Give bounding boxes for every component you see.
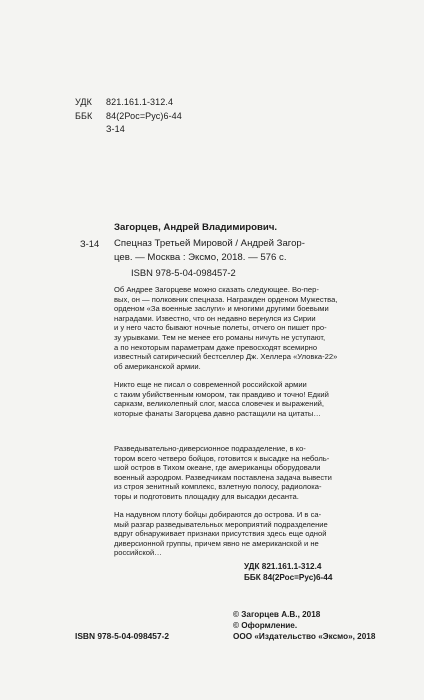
annotation-paragraph-1 bbox=[114, 285, 362, 371]
bottom-isbn: ISBN 978-5-04-098457-2 bbox=[75, 631, 170, 641]
text-line: сарказм, великолепный слог, масса словечек и выражений, bbox=[114, 399, 325, 409]
card-desc-line: Спецназ Третьей Мировой / Андрей Загор- bbox=[114, 238, 305, 249]
text-line: которые фанаты Загорцева давно растащили на цитаты… bbox=[114, 408, 321, 418]
card-desc-line: цев. — Москва : Эксмо, 2018. — 576 с. bbox=[114, 252, 287, 263]
annotation-paragraph-4 bbox=[114, 510, 362, 558]
text-line: тором всего четверо бойцов, готовится к высадке на неболь- bbox=[114, 453, 330, 463]
text-line: российской… bbox=[114, 548, 162, 558]
udk-label: УДК bbox=[75, 97, 92, 107]
bbk-row bbox=[75, 110, 182, 124]
bbk-value: 84(2Рос=Рус)6-44 bbox=[106, 110, 182, 121]
text-line: и у него часто бывают ночные полеты, отчего он пишет про- bbox=[114, 323, 327, 333]
card-description bbox=[114, 237, 346, 265]
text-line: наградами. Известно, что он недавно вернулся из Сирии bbox=[114, 313, 316, 323]
copyright-author: © Загорцев А.В., 2018 bbox=[233, 610, 321, 619]
text-line: об американской армии. bbox=[114, 361, 201, 371]
annotation-paragraph-2 bbox=[114, 380, 362, 418]
bbk-label: ББК bbox=[75, 110, 93, 121]
text-line: а по некоторым параметрам даже превосходят всемирно bbox=[114, 342, 318, 352]
card-author: Загорцев, Андрей Владимирович. bbox=[114, 222, 278, 233]
bottom-udk: УДК 821.161.1-312.4 bbox=[244, 562, 322, 571]
text-line: орденом «За военные заслуги» и многими другими боевыми bbox=[114, 304, 329, 314]
author-mark-row bbox=[75, 123, 182, 137]
text-line: военный аэродром. Разведчикам поставлена задача вывести bbox=[114, 472, 332, 482]
text-line: с таким убийственным юмором, так правдиво и точно! Едкий bbox=[114, 389, 329, 399]
udk-row bbox=[75, 96, 182, 110]
text-line: Разведывательно-диверсионное подразделение, в ко- bbox=[114, 444, 306, 453]
text-line: Никто еще не писал о современной российской армии bbox=[114, 380, 307, 389]
text-line: известный сатирический бестселлер Дж. Хеллера «Уловка-22» bbox=[114, 352, 338, 362]
text-line: диверсионной группы, причем явно не американской и не bbox=[114, 538, 319, 548]
bottom-classification-codes bbox=[244, 561, 332, 583]
copyright-publisher: ООО «Издательство «Эксмо», 2018 bbox=[233, 632, 376, 641]
bottom-bbk: ББК 84(2Рос=Рус)6-44 bbox=[244, 573, 333, 582]
copyright-block bbox=[233, 609, 375, 642]
udk-value: 821.161.1-312.4 bbox=[106, 97, 174, 107]
text-line: вдруг обнаруживает признаки присутствия здесь еще одной bbox=[114, 529, 327, 539]
text-line: вых, он — полковник спецназа. Награжден орденом Мужества, bbox=[114, 294, 338, 304]
author-mark: З-14 bbox=[106, 124, 125, 134]
text-line: зу урывками. Тем не менее его романы ничуть не уступают, bbox=[114, 332, 326, 342]
text-line: шой остров в Тихом океане, где американцы оборудовали bbox=[114, 463, 321, 473]
annotation-paragraph-3 bbox=[114, 444, 362, 502]
text-line: мый разгар разведывательных мероприятий подразделение bbox=[114, 519, 328, 529]
text-line: Об Андрее Загорцеве можно сказать следующее. Во-пер- bbox=[114, 285, 319, 294]
text-line: На надувном плоту бойцы добираются до острова. И в са- bbox=[114, 510, 322, 519]
text-line: торы и подготовить площадку для высадки десанта. bbox=[114, 491, 299, 501]
text-line: из строя зенитный комплекс, взлетную полосу, радиолока- bbox=[114, 482, 322, 492]
copyright-design: © Оформление. bbox=[233, 621, 298, 630]
card-isbn: ISBN 978-5-04-098457-2 bbox=[131, 267, 236, 278]
card-author-mark: З-14 bbox=[80, 238, 100, 249]
classification-codes bbox=[75, 96, 182, 137]
